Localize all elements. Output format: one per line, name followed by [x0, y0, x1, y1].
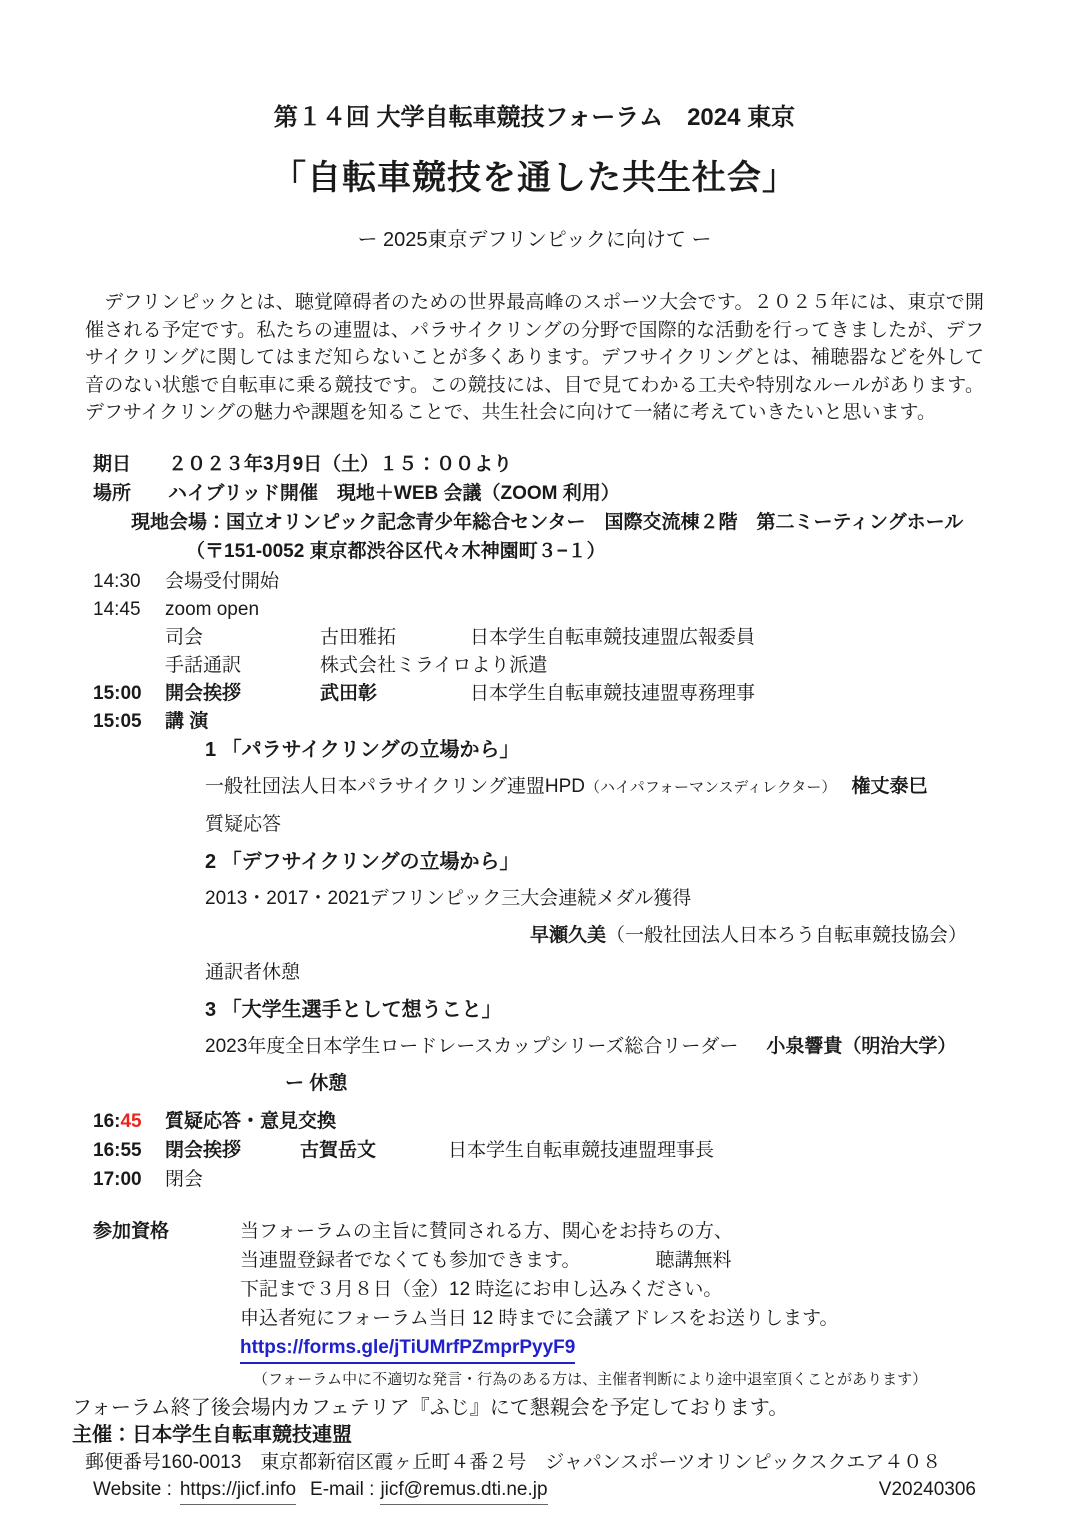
closing-text: 質疑応答・意見交換 — [165, 1110, 337, 1132]
website-link[interactable]: https://jicf.info — [180, 1476, 296, 1505]
closing-schedule — [93, 1107, 984, 1194]
lecture1-qa: 質疑応答 — [205, 813, 282, 835]
organizer-address: 郵便番号160-0013 東京都新宿区霞ヶ丘町４番２号 ジャパンスポーツオリンピックスクエア４０８ — [85, 1451, 942, 1473]
participation-line1: 当フォーラムの主旨に賛同される方、関心をお持ちの方、 — [240, 1220, 733, 1242]
schedule-row-zoom-open — [93, 596, 984, 624]
schedule-row-mc — [93, 624, 984, 652]
subtitle: ー 2025東京デフリンピックに向けて ー — [357, 229, 712, 251]
event-info — [93, 450, 984, 566]
forum-theme-title: 「自転車競技を通した共生社会」 — [272, 159, 797, 197]
participation-line3: 下記まで３月８日（金）12 時迄にお申し込みください。 — [240, 1278, 723, 1300]
organizer-line: 主催：日本学生自転車競技連盟 — [72, 1423, 352, 1446]
closing-affiliation: 日本学生自転車競技連盟理事長 — [448, 1139, 715, 1161]
venue-line2: （〒151-0052 東京都渋谷区代々木神園町３−１） — [186, 540, 606, 562]
lecture3-title: 3 「大学生選手として想うこと」 — [205, 998, 502, 1021]
closing-text: 閉会 — [165, 1168, 204, 1190]
version-number: V20240306 — [878, 1478, 976, 1500]
lecture2-speaker-line — [530, 922, 984, 950]
place-label: 場所 — [93, 482, 132, 504]
lecture3-speaker: 小泉響貴（明治大学） — [766, 1035, 957, 1057]
schedule-time: 15:05 — [93, 710, 142, 732]
schedule-time: 14:30 — [93, 570, 141, 592]
schedule-affiliation: 日本学生自転車競技連盟専務理事 — [470, 682, 756, 704]
lecture2-speaker-affiliation: （一般社団法人日本ろう自転車競技協会） — [606, 924, 968, 946]
schedule-row-reception — [93, 568, 984, 596]
recess-note: ー 休憩 — [285, 1072, 348, 1094]
schedule-row-opening — [93, 680, 984, 708]
lecture3-speaker-line — [205, 1033, 984, 1061]
lecture2-achievement: 2013・2017・2021デフリンピック三大会連続メダル獲得 — [205, 887, 692, 909]
place-value: ハイブリッド開催 現地＋WEB 会議（ZOOM 利用） — [168, 482, 620, 504]
after-party-note: フォーラム終了後会場内カフェテリア『ふじ』にて懇親会を予定しております。 — [72, 1396, 789, 1419]
closing-time-suffix: 45 — [120, 1110, 142, 1132]
disclaimer-note: （フォーラム中に不適切な発言・行為のある方は、主催者判断により途中退室頂くことがあります） — [253, 1370, 928, 1388]
lecture1-speaker-line — [205, 773, 984, 802]
closing-time-prefix: 16: — [93, 1110, 121, 1132]
schedule-name: 株式会社ミライロより派遣 — [320, 654, 548, 676]
participation-label: 参加資格 — [93, 1220, 170, 1242]
closing-row-end — [93, 1165, 984, 1194]
spacer — [93, 1275, 240, 1304]
schedule-role: 手話通訳 — [165, 654, 242, 676]
lecture1-org-note: （ハイパフォーマンスディレクター） — [585, 778, 837, 796]
schedule-role: 司会 — [165, 626, 204, 648]
schedule-row-lectures — [93, 708, 984, 736]
page-title: 第１４回 大学自転車競技フォーラム 2024 東京 — [273, 104, 796, 131]
schedule-row-interpreter — [93, 652, 984, 680]
participation-row3 — [93, 1275, 984, 1304]
lecture1-speaker: 権丈泰巳 — [851, 775, 928, 797]
schedule-affiliation: 日本学生自転車競技連盟広報委員 — [470, 626, 756, 648]
schedule-role: 開会挨拶 — [165, 682, 242, 704]
closing-time — [93, 1107, 165, 1136]
lecture2-speaker: 早瀬久美 — [530, 924, 607, 946]
form-link-row — [93, 1333, 984, 1364]
participation-row4 — [93, 1304, 984, 1333]
date-value: ２０２３年3月9日（土）１５：００より — [168, 453, 513, 475]
lecture-list — [205, 736, 984, 1098]
intro-paragraph: デフリンピックとは、聴覚障碍者のための世界最高峰のスポーツ大会です。２０２５年には、東京で開催される予定です。私たちの連盟は、パラサイクリングの分野で国際的な活動を行ってきましたが、デフサイクリングに関してはまだ知らないことが多くあります。デフサイクリングとは、補聴器などを外して音のない状態で自転車に乗る競技です。この競技には、目で見てわかる工夫や特別なルールがあります。デフサイクリングの魅力や課題を知ることで、共生社会に向けて一緒に考えていきたいと思います。 — [85, 292, 984, 423]
schedule-time: 15:00 — [93, 682, 142, 704]
schedule-name: 古田雅拓 — [320, 626, 397, 648]
application-form-link[interactable]: https://forms.gle/jTiUMrfPZmprPyyF9 — [240, 1334, 575, 1364]
schedule — [93, 568, 984, 736]
closing-row-remarks — [93, 1136, 984, 1165]
venue-line1: 現地会場：国立オリンピック記念青少年総合センター 国際交流棟２階 第二ミーティングホール — [131, 511, 964, 533]
closing-time: 16:55 — [93, 1139, 142, 1161]
email-label: E-mail : — [310, 1478, 375, 1500]
email-link[interactable]: jicf@remus.dti.ne.jp — [380, 1476, 547, 1505]
schedule-text: 会場受付開始 — [165, 570, 280, 592]
event-date-row — [93, 450, 984, 479]
closing-row-qa — [93, 1107, 984, 1136]
participation-row1 — [93, 1217, 984, 1246]
participation-line2-text: 当連盟登録者でなくても参加できます。 — [240, 1249, 581, 1271]
closing-time: 17:00 — [93, 1168, 142, 1190]
contact-row — [93, 1476, 984, 1505]
lecture2-title: 2 「デフサイクリングの立場から」 — [205, 850, 520, 873]
schedule-text: zoom open — [165, 598, 260, 620]
schedule-name: 武田彰 — [320, 682, 378, 704]
event-place-row — [93, 479, 984, 508]
participation-section — [93, 1217, 984, 1390]
date-label: 期日 — [93, 453, 132, 475]
schedule-role: 講 演 — [165, 710, 209, 732]
participation-line2 — [240, 1246, 984, 1275]
spacer — [93, 1304, 240, 1333]
spacer — [93, 1246, 240, 1275]
lecture1-org: 一般社団法人日本パラサイクリング連盟HPD — [205, 775, 586, 797]
schedule-time: 14:45 — [93, 598, 141, 620]
lecture3-intro: 2023年度全日本学生ロードレースカップシリーズ総合リーダー — [205, 1035, 739, 1057]
website-label: Website : — [93, 1478, 172, 1500]
free-admission-note: 聴講無料 — [655, 1249, 732, 1271]
interpreter-break: 通訳者休憩 — [205, 961, 301, 983]
closing-role: 閉会挨拶 — [165, 1139, 242, 1161]
participation-line4: 申込者宛にフォーラム当日 12 時までに会議アドレスをお送りします。 — [240, 1307, 839, 1329]
lecture1-title: 1 「パラサイクリングの立場から」 — [205, 738, 520, 761]
closing-name: 古賀岳文 — [300, 1139, 377, 1161]
participation-row2 — [93, 1246, 984, 1275]
